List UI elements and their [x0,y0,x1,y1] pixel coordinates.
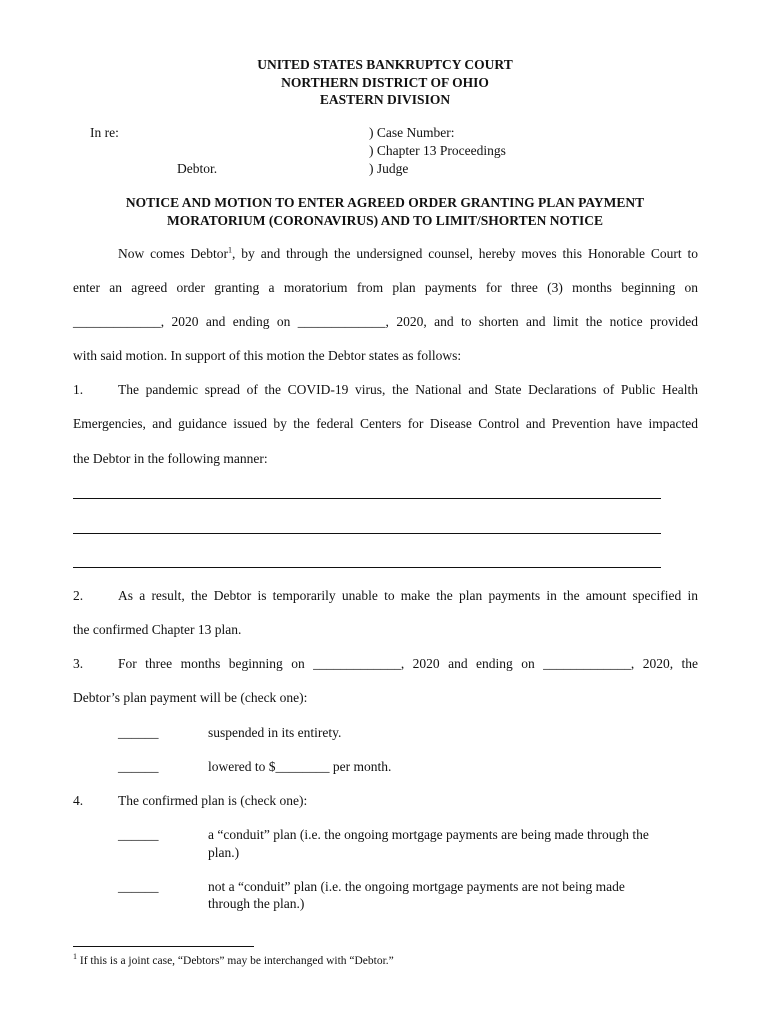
footnote-mark: 1 [73,952,77,962]
intro-text-b: , by and through the undersigned counsel, hereby moves this Honorable Court to [232,246,698,261]
footnote-ref: 1 [228,245,233,255]
option-conduit-line-1: a “conduit” plan (i.e. the ongoing mortgage payments are being made through the [208,827,649,842]
option-not-conduit-line-2: through the plan.) [208,896,305,911]
chapter-label: ) Chapter 13 Proceedings [369,143,506,158]
para-2-line-1: As a result, the Debtor is temporarily unable to make the plan payments in the amount specified in [118,588,698,603]
fill-in-line[interactable] [73,567,661,568]
motion-title-line-1: NOTICE AND MOTION TO ENTER AGREED ORDER GRANTING PLAN PAYMENT [125,195,645,210]
option-not-conduit-line-1: not a “conduit” plan (i.e. the ongoing mortgage payments are not being made [208,879,625,894]
intro-line-4: with said motion. In support of this motion the Debtor states as follows: [73,348,462,363]
motion-title-line-2: MORATORIUM (CORONAVIRUS) AND TO LIMIT/SHORTEN NOTICE [167,213,603,228]
checkbox-blank[interactable]: ______ [118,759,159,774]
intro-line-1 [118,246,698,262]
fill-in-line[interactable] [73,498,661,499]
para-1-number: 1. [73,382,84,397]
court-name: UNITED STATES BANKRUPTCY COURT [257,57,513,72]
para-3-line-1: For three months beginning on _____________, 2020 and ending on _____________, 2020, the [118,656,698,671]
case-number-label: ) Case Number: [369,125,455,140]
intro-text-a: Now comes Debtor [118,246,229,261]
intro-line-3: _____________, 2020 and ending on _____________, 2020, and to shorten and limit the notice provided [73,314,698,329]
para-4-number: 4. [73,793,84,808]
para-2-line-2: the confirmed Chapter 13 plan. [73,622,242,637]
intro-line-2: enter an agreed order granting a moratorium from plan payments for three (3) months beginning on [73,280,698,295]
para-1-line-1: The pandemic spread of the COVID-19 virus, the National and State Declarations of Public Health [118,382,698,397]
checkbox-blank[interactable]: ______ [118,725,159,740]
fill-in-line[interactable] [73,533,661,534]
para-4-line-1: The confirmed plan is (check one): [118,793,308,808]
checkbox-blank[interactable]: ______ [118,879,159,894]
judge-label: ) Judge [369,161,409,176]
debtor-label: Debtor. [177,161,218,176]
para-1-line-3: the Debtor in the following manner: [73,451,268,466]
checkbox-blank[interactable]: ______ [118,827,159,842]
in-re-label: In re: [90,125,119,140]
option-conduit-line-2: plan.) [208,845,240,860]
footnote-text: If this is a joint case, “Debtors” may be interchanged with “Debtor.” [77,955,394,967]
para-2-number: 2. [73,588,84,603]
division-name: EASTERN DIVISION [319,92,451,107]
para-3-line-2: Debtor’s plan payment will be (check one): [73,690,308,705]
footnote [73,952,394,967]
option-suspended: suspended in its entirety. [208,725,342,740]
district-name: NORTHERN DISTRICT OF OHIO [281,75,489,90]
para-1-line-2: Emergencies, and guidance issued by the federal Centers for Disease Control and Prevention have impacted [73,416,698,431]
option-lowered: lowered to $________ per month. [208,759,392,774]
para-3-number: 3. [73,656,84,671]
footnote-separator [73,946,254,947]
